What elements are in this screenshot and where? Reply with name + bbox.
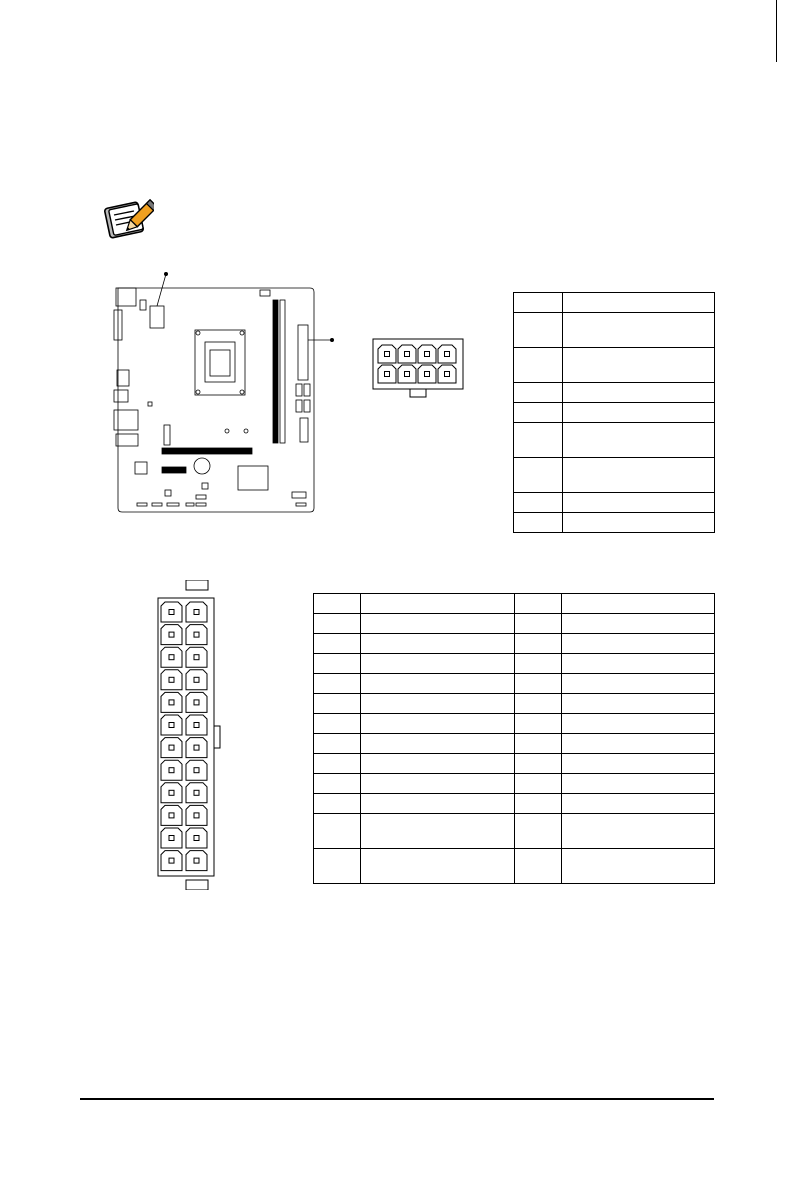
margin-rule [776, 0, 777, 62]
table-cell [314, 814, 361, 849]
table-row [314, 814, 715, 849]
table-row [514, 403, 715, 423]
table-cell [361, 614, 515, 634]
connector-pin [161, 760, 182, 780]
table-cell [514, 814, 561, 849]
table-row [314, 794, 715, 814]
table-cell [563, 423, 715, 458]
pin-contact [169, 836, 174, 841]
table-cell [561, 594, 715, 614]
table-cell [514, 754, 561, 774]
table-cell [563, 513, 715, 533]
table-cell [514, 774, 561, 794]
connector-pin [161, 715, 182, 735]
connector-pin [186, 760, 207, 780]
connector-pin [161, 851, 182, 871]
table-cell [514, 513, 563, 533]
table-cell [514, 458, 563, 493]
table-cell [361, 849, 515, 884]
pin-contact [194, 610, 199, 615]
table-row [314, 754, 715, 774]
table-cell [561, 734, 715, 754]
table-cell [514, 614, 561, 634]
pin-contact [425, 352, 430, 357]
pin-contact [194, 655, 199, 660]
pin-contact [445, 352, 450, 357]
table-cell [561, 814, 715, 849]
pin-contact [405, 352, 410, 357]
table-cell [514, 313, 563, 348]
table-cell [514, 794, 561, 814]
table-cell [314, 794, 361, 814]
pin-contact [169, 700, 174, 705]
table-cell [561, 634, 715, 654]
table-cell [361, 594, 515, 614]
table-cell [314, 594, 361, 614]
pin-contact [194, 723, 199, 728]
table-cell [361, 774, 515, 794]
connector-pin [186, 602, 207, 622]
table-cell [563, 313, 715, 348]
motherboard-layout-diagram [100, 270, 340, 520]
pin-contact [169, 768, 174, 773]
table-cell [314, 754, 361, 774]
pin-contact [194, 700, 199, 705]
connector-pin [438, 365, 456, 383]
table-row [314, 594, 715, 614]
table-row [314, 734, 715, 754]
connector-pin [398, 365, 416, 383]
table-cell [314, 674, 361, 694]
table-cell [314, 634, 361, 654]
connector-pin [186, 670, 207, 690]
table-cell [514, 634, 561, 654]
pin-contact [405, 372, 410, 377]
table-cell [514, 594, 561, 614]
8-pin-power-connector-diagram [372, 338, 464, 400]
connector-pin [161, 738, 182, 758]
pin-contact [194, 632, 199, 637]
table-cell [563, 403, 715, 423]
connector-pin [186, 828, 207, 848]
table-cell [563, 348, 715, 383]
pin-contact [169, 858, 174, 863]
table-cell [561, 714, 715, 734]
connector-pin [186, 805, 207, 825]
connector-pin [161, 670, 182, 690]
table-cell [561, 694, 715, 714]
connector-pin [161, 828, 182, 848]
table-row [514, 513, 715, 533]
table-row [514, 383, 715, 403]
table-cell [514, 348, 563, 383]
table-cell [361, 714, 515, 734]
connector-pin [186, 647, 207, 667]
connector-pin [186, 692, 207, 712]
pin-contact [169, 745, 174, 750]
pin-contact [169, 655, 174, 660]
table-row [314, 654, 715, 674]
connector-pin [161, 783, 182, 803]
connector-pin [161, 647, 182, 667]
table-cell [561, 674, 715, 694]
pin-contact [194, 768, 199, 773]
table-cell [563, 493, 715, 513]
table-row [314, 774, 715, 794]
table-row [514, 423, 715, 458]
pin-contact [194, 836, 199, 841]
pin-contact [194, 745, 199, 750]
pin-contact [169, 723, 174, 728]
table-cell [561, 614, 715, 634]
table-cell [514, 694, 561, 714]
table-row [314, 849, 715, 884]
pin-contact [194, 858, 199, 863]
table-cell [514, 403, 563, 423]
table-cell [314, 774, 361, 794]
table-row [514, 458, 715, 493]
table-cell [561, 794, 715, 814]
table-cell [314, 714, 361, 734]
table-cell [361, 814, 515, 849]
table-cell [361, 674, 515, 694]
pin-contact [194, 813, 199, 818]
24-pin-power-connector-diagram [154, 580, 226, 890]
pin-contact [425, 372, 430, 377]
pencil-note-icon [104, 195, 154, 241]
table-cell [314, 734, 361, 754]
table-cell [361, 634, 515, 654]
table-cell [361, 794, 515, 814]
connector-pin [161, 805, 182, 825]
table-cell [514, 383, 563, 403]
table-cell [314, 694, 361, 714]
table-cell [361, 734, 515, 754]
pin-contact [445, 372, 450, 377]
connector-pin [378, 365, 396, 383]
table-row [314, 614, 715, 634]
pin-contact [169, 677, 174, 682]
pin-table-24pin [313, 593, 715, 884]
table-cell [314, 614, 361, 634]
table-cell [514, 714, 561, 734]
table-row [314, 634, 715, 654]
table-cell [514, 654, 561, 674]
table-cell [563, 293, 715, 313]
pin-contact [169, 610, 174, 615]
pin-contact [169, 632, 174, 637]
table-cell [561, 774, 715, 794]
pin-contact [385, 372, 390, 377]
connector-pin [161, 692, 182, 712]
table-row [514, 313, 715, 348]
table-cell [514, 674, 561, 694]
table-row [314, 714, 715, 734]
table-row [514, 293, 715, 313]
table-cell [314, 849, 361, 884]
pin-table-8pin [513, 292, 715, 533]
table-cell [561, 654, 715, 674]
table-row [514, 493, 715, 513]
pin-contact [385, 352, 390, 357]
connector-pin [186, 715, 207, 735]
table-cell [514, 423, 563, 458]
connector-pin [186, 738, 207, 758]
pin-contact [194, 790, 199, 795]
connector-pin [398, 345, 416, 363]
table-cell [561, 754, 715, 774]
table-cell [314, 654, 361, 674]
connector-pin [161, 602, 182, 622]
connector-pin [378, 345, 396, 363]
connector-pin [438, 345, 456, 363]
table-cell [361, 694, 515, 714]
table-cell [361, 654, 515, 674]
table-cell [561, 849, 715, 884]
connector-pin [186, 625, 207, 645]
connector-pin [186, 783, 207, 803]
table-cell [514, 293, 563, 313]
connector-pin [418, 345, 436, 363]
pin-contact [194, 677, 199, 682]
footer-rule [80, 1098, 714, 1100]
table-row [314, 694, 715, 714]
connector-pin [418, 365, 436, 383]
table-row [314, 674, 715, 694]
table-cell [514, 849, 561, 884]
table-cell [563, 383, 715, 403]
table-cell [514, 493, 563, 513]
table-cell [361, 754, 515, 774]
table-row [514, 348, 715, 383]
table-cell [514, 734, 561, 754]
pin-contact [169, 790, 174, 795]
table-cell [563, 458, 715, 493]
pin-contact [169, 813, 174, 818]
connector-pin [161, 625, 182, 645]
connector-pin [186, 851, 207, 871]
